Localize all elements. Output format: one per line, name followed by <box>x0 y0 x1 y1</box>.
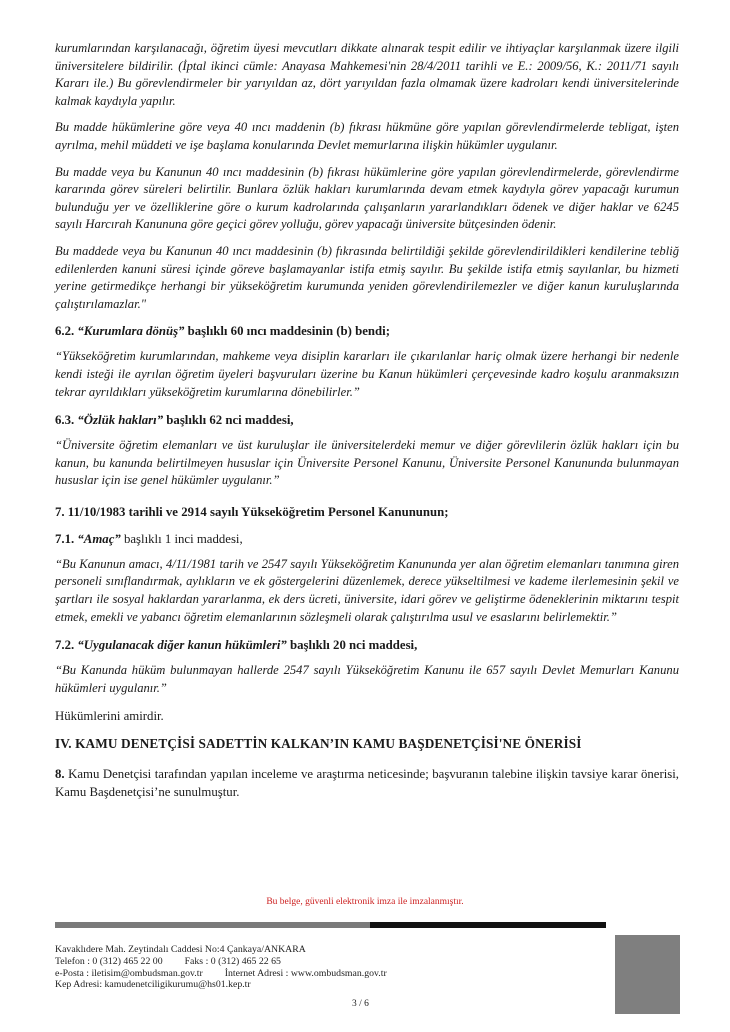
heading-6-2 <box>55 323 679 340</box>
footer-web[interactable]: İnternet Adresi : www.ombudsman.gov.tr <box>224 967 387 979</box>
quote-kurumlara-donus: “Yükseköğretim kurumlarından, mahkeme veya disiplin kararları ile çıkarılanlar hariç olmak üzere herhangi bir nedenle kendi isteği ile ayrılan öğretim üyeleri başvuruları üzerine bu Kanun hükümleri çerçevesinde kadro koşulu aranmaksızın tekrar ayrıldıkları yükseköğretim kurumlarına dönebilirler.” <box>55 349 679 399</box>
quote-uygulanacak: “Bu Kanunda hüküm bulunmayan hallerde 2547 sayılı Yükseköğretim Kanunu ile 657 sayılı Devlet Memurları Kanunu hükümleri uygulanır.” <box>55 663 679 695</box>
paragraph-assignment-durations: Bu madde veya bu Kanunun 40 ıncı maddesinin (b) fıkrası hükümlerine göre yapılan görevlendirmelerde, görevlendirme kararında görev süreleri belirtilir. Bunlara özlük hakları kurumlarında devam etmek kaydıyla görev yapacağı kurumun bulunduğu yer ve özelliklerine göre o kurum kadrolarında çalışanların yararlandıkları ödenek ve diğer haklar ve 6245 sayılı Harcırah Kanununa göre geçici görev yolluğu, görev yapacağı üniversite bütçesinden ödenir. <box>55 164 679 232</box>
heading-7: 7. 11/10/1983 tarihli ve 2914 sayılı Yükseköğretim Personel Kanununun; <box>55 504 449 519</box>
heading-6-2-rest: başlıklı 60 ıncı maddesinin (b) bendi; <box>184 324 390 339</box>
heading-7-2-title: “Uygulanacak diğer kanun hükümleri” <box>77 638 287 653</box>
document-body <box>55 40 679 801</box>
footer-gray-box <box>615 935 680 1014</box>
footer-address: Kavaklıdere Mah. Zeytindalı Caddesi No:4 Çankaya/ANKARA <box>55 944 306 955</box>
page-number: 3 / 6 <box>352 999 369 1009</box>
section-iv-title: IV. KAMU DENETÇİSİ SADETTİN KALKAN’IN KAMU BAŞDENETÇİSİ'NE ÖNERİSİ <box>55 736 582 752</box>
footer-fax: Faks : 0 (312) 465 22 65 <box>184 955 281 967</box>
heading-7-2 <box>55 637 679 654</box>
paragraph-resignation: Bu maddede veya bu Kanunun 40 ıncı maddesinin (b) fıkrasında belirtildiği şekilde görevlendirildikleri kendilerine tebliğ edilenlerden kanuni süresi içinde göreve başlamayanlar istifa etmiş sayılır. Bu şekilde istifa etmiş sayılanlar, bu hizmeti yerine getirmedikçe herhangi bir yükseköğretim kurumunda yeniden görevlendirilemezler ve diğer kanun kuruluşlarında çalıştırılamazlar." <box>55 243 679 311</box>
footer-kep: Kep Adresi: kamudenetciligikurumu@hs01.kep.tr <box>55 979 251 991</box>
closing-statement: Hükümlerini amirdir. <box>55 709 164 724</box>
heading-6-3 <box>55 412 679 429</box>
heading-7-1 <box>55 531 679 548</box>
heading-7-2-number: 7.2. <box>55 638 75 653</box>
footer-rule-black <box>370 922 606 928</box>
footer-phone-fax <box>55 956 387 968</box>
footer-email[interactable]: e-Posta : iletisim@ombudsman.gov.tr <box>55 967 203 979</box>
e-signature-note: Bu belge, güvenli elektronik imza ile imzalanmıştır. <box>266 897 464 907</box>
footer-rule-gray <box>55 922 370 928</box>
heading-7-1-number: 7.1. <box>55 531 75 546</box>
heading-6-2-number: 6.2. <box>55 324 75 339</box>
heading-6-2-title: “Kurumlara dönüş” <box>77 324 185 339</box>
quote-ozluk-haklari: “Üniversite öğretim elemanları ve üst kuruluşlar ile üniversitelerdeki memur ve diğer görevlilerin özlük hakları için bu kanun, bu kanunda belirtilmeyen hususlar için Üniversite Personel Kanunu, Üniversite Personel Kanununda bulunmayan hususlar için ise genel hükümler uygulanır.” <box>55 438 679 488</box>
paragraph-8 <box>55 765 679 801</box>
paragraph-8-number: 8. <box>55 767 65 782</box>
heading-6-3-number: 6.3. <box>55 413 75 428</box>
footer-email-web <box>55 968 387 980</box>
heading-6-3-title: “Özlük hakları” <box>77 413 164 428</box>
heading-7-1-title: “Amaç” <box>77 531 121 546</box>
footer-phone: Telefon : 0 (312) 465 22 00 <box>55 955 163 967</box>
paragraph-notification-rules: Bu madde hükümlerine göre veya 40 ıncı maddenin (b) fıkrası hükmüne göre yapılan görevlendirmelerde tebligat, işten ayrılma, mehil müddeti ve işe başlama konularında Devlet memurlarına ilişkin hükümler uygulanır. <box>55 120 679 152</box>
heading-6-3-rest: başlıklı 62 nci maddesi, <box>163 413 294 428</box>
heading-7-2-rest: başlıklı 20 nci maddesi, <box>286 638 418 653</box>
heading-7-1-rest: başlıklı 1 inci maddesi, <box>120 531 243 546</box>
quote-amac: “Bu Kanunun amacı, 4/11/1981 tarih ve 2547 sayılı Yükseköğretim Kanununda yer alan öğretim elemanları tanımına giren personeli sınıflandırmak, aylıkların ve ek göstergelerini düzenlemek, derece yükseltilmesi ve kademe ilerlemesinin şekil ve şartları ile sosyal haklardan yararlanma, ek ders ücreti, üniversite, idari görev ve geliştirme ödeneklerinin miktarını tespit etmek, emekli ve yabancı öğretim elemanlarının sözleşmeli olarak çalıştırılma usul ve esaslarını belirlemektir.” <box>55 556 679 624</box>
paragraph-continuation: kurumlarından karşılanacağı, öğretim üyesi mevcutları dikkate alınarak tespit edilir ve ihtiyaçlar karşılanmak üzere ilgili üniversitelere bildirilir. (İptal ikinci cümle: Anayasa Mahkemesi'nin 28/4/2011 tarihli ve E.: 2009/56, K.: 2011/71 sayılı Kararı ile.) Bu görevlendirmeler bir yarıyıldan az, dört yarıyıldan fazla olmamak üzere kadroları kendi üniversitelerinde kalmak kaydıyla yapılır. <box>55 41 679 108</box>
paragraph-8-text: Kamu Denetçisi tarafından yapılan inceleme ve araştırma neticesinde; başvuranın talebine ilişkin tavsiye karar önerisi, Kamu Başdenetçisi’ne sunulmuştur. <box>55 767 679 800</box>
footer-contact <box>55 944 387 991</box>
